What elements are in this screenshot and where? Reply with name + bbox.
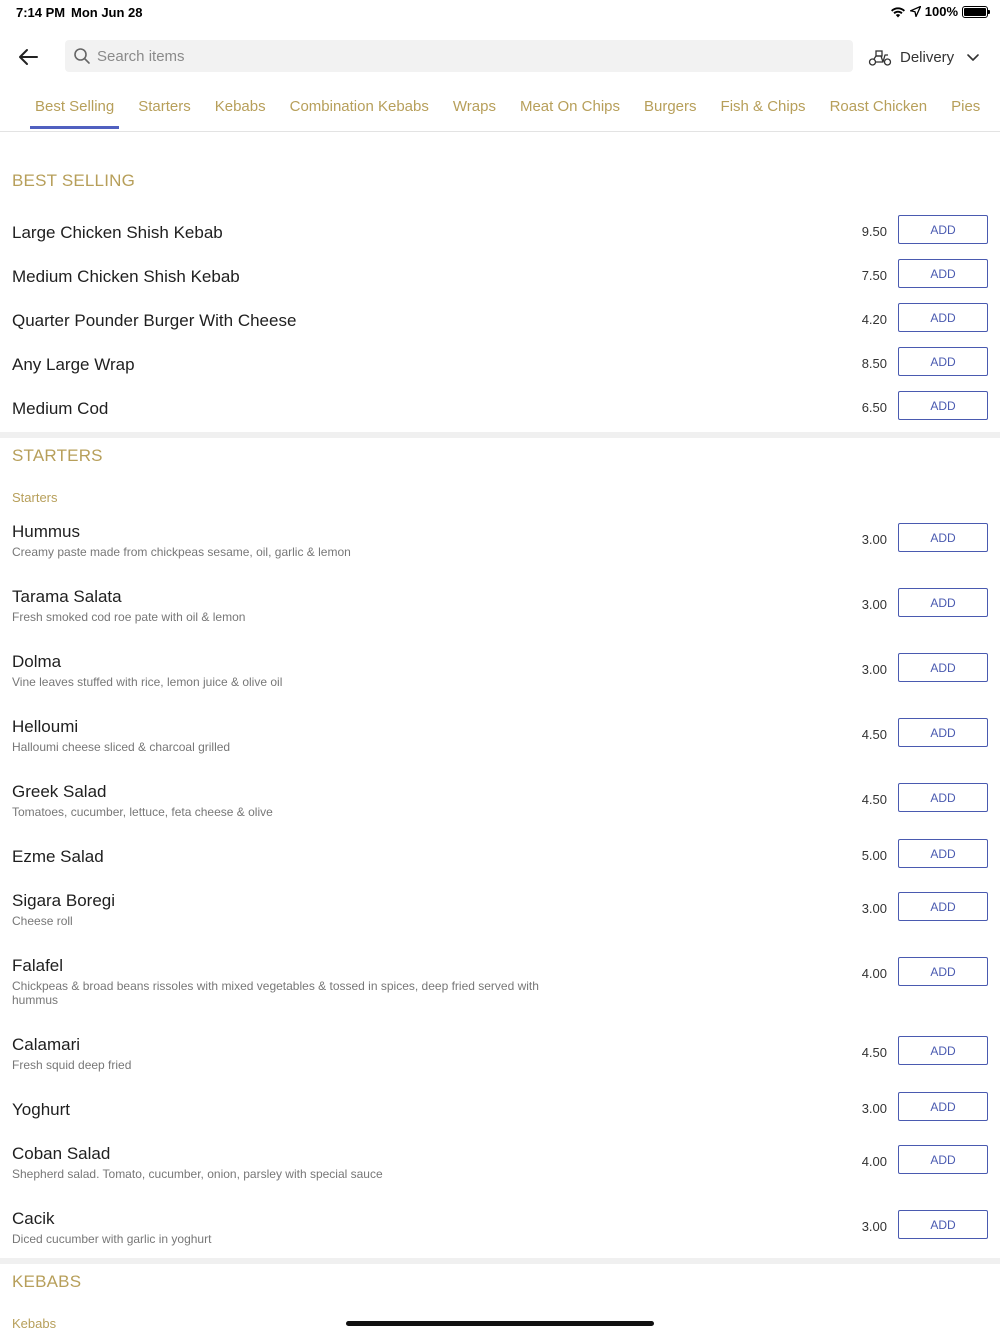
item-description: Tomatoes, cucumber, lettuce, feta cheese & olive — [12, 805, 273, 819]
location-arrow-icon — [910, 6, 921, 17]
item-price: 5.00 — [861, 848, 887, 863]
category-tabs — [0, 88, 1000, 132]
tab-meat-on-chips[interactable]: Meat On Chips — [519, 98, 620, 115]
item-price: 4.50 — [861, 1045, 887, 1060]
status-date: Mon Jun 28 — [71, 5, 143, 20]
top-bar — [0, 40, 1000, 74]
item-price: 3.00 — [861, 901, 887, 916]
item-name: Falafel — [12, 956, 64, 975]
item-description: Vine leaves stuffed with rice, lemon juice & olive oil — [12, 675, 283, 689]
status-indicators — [890, 4, 988, 19]
section-title: BEST SELLING — [12, 171, 136, 190]
item-price: 3.00 — [861, 662, 887, 677]
item-name: Quarter Pounder Burger With Cheese — [12, 311, 297, 330]
item-price: 7.50 — [861, 268, 887, 283]
item-name: Ezme Salad — [12, 847, 104, 866]
add-button[interactable]: ADD — [898, 391, 988, 420]
item-name: Calamari — [12, 1035, 81, 1054]
section-starters — [0, 438, 1000, 1258]
home-indicator[interactable] — [346, 1321, 654, 1326]
item-name: Dolma — [12, 652, 62, 671]
section-title: STARTERS — [12, 446, 103, 465]
item-name: Sigara Boregi — [12, 891, 116, 910]
item-name: Cacik — [12, 1209, 55, 1228]
add-button[interactable]: ADD — [898, 1092, 988, 1121]
add-button[interactable]: ADD — [898, 347, 988, 376]
item-price: 4.50 — [861, 792, 887, 807]
tab-roast-chicken[interactable]: Roast Chicken — [829, 98, 928, 115]
item-name: Medium Cod — [12, 399, 109, 418]
tab-wraps[interactable]: Wraps — [452, 98, 496, 115]
search-input[interactable] — [97, 48, 797, 65]
item-price: 4.00 — [861, 1154, 887, 1169]
tab-fish-chips[interactable]: Fish & Chips — [720, 98, 806, 115]
add-button[interactable]: ADD — [898, 718, 988, 747]
item-price: 8.50 — [861, 356, 887, 371]
tab-kebabs[interactable]: Kebabs — [214, 98, 266, 115]
item-description: Fresh smoked cod roe pate with oil & lemon — [12, 610, 246, 624]
add-button[interactable]: ADD — [898, 1210, 988, 1239]
item-name: Yoghurt — [12, 1100, 70, 1119]
item-price: 3.00 — [861, 532, 887, 547]
add-button[interactable]: ADD — [898, 1036, 988, 1065]
add-button[interactable]: ADD — [898, 653, 988, 682]
item-description: Halloumi cheese sliced & charcoal grilled — [12, 740, 231, 754]
scooter-icon — [868, 47, 892, 67]
add-button[interactable]: ADD — [898, 523, 988, 552]
item-price: 4.20 — [861, 312, 887, 327]
item-description: Creamy paste made from chickpeas sesame, oil, garlic & lemon — [12, 545, 351, 559]
item-name: Greek Salad — [12, 782, 107, 801]
delivery-selector[interactable] — [868, 44, 980, 70]
item-name: Coban Salad — [12, 1144, 111, 1163]
item-price: 6.50 — [861, 400, 887, 415]
subcategory-label: Starters — [12, 490, 58, 505]
item-price: 9.50 — [861, 224, 887, 239]
add-button[interactable]: ADD — [898, 839, 988, 868]
item-price: 4.00 — [861, 966, 887, 981]
item-price: 3.00 — [861, 1219, 887, 1234]
section-title: KEBABS — [12, 1272, 82, 1291]
item-name: Medium Chicken Shish Kebab — [12, 267, 240, 286]
item-name: Tarama Salata — [12, 587, 122, 606]
item-price: 3.00 — [861, 597, 887, 612]
item-name: Hummus — [12, 522, 81, 541]
search-icon — [73, 47, 91, 65]
item-name: Large Chicken Shish Kebab — [12, 223, 223, 242]
add-button[interactable]: ADD — [898, 1145, 988, 1174]
add-button[interactable]: ADD — [898, 588, 988, 617]
add-button[interactable]: ADD — [898, 892, 988, 921]
item-name: Any Large Wrap — [12, 355, 135, 374]
tab-best-selling[interactable]: Best Selling — [30, 88, 119, 127]
subcategory-label: Kebabs — [12, 1316, 57, 1331]
item-description: Chickpeas & broad beans rissoles with mixed vegetables & tossed in spices, deep fried served with hummus — [12, 979, 539, 1007]
item-name: Helloumi — [12, 717, 79, 736]
add-button[interactable]: ADD — [898, 215, 988, 244]
tab-burgers[interactable]: Burgers — [644, 98, 697, 115]
battery-icon — [962, 6, 988, 18]
back-button[interactable] — [16, 44, 42, 70]
search-bar[interactable] — [65, 40, 853, 72]
back-arrow-icon — [16, 44, 42, 70]
add-button[interactable]: ADD — [898, 259, 988, 288]
wifi-icon — [890, 6, 906, 18]
add-button[interactable]: ADD — [898, 303, 988, 332]
delivery-label: Delivery — [900, 48, 955, 66]
status-time: 7:14 PM — [16, 5, 66, 20]
tab-combination-kebabs[interactable]: Combination Kebabs — [289, 98, 429, 115]
menu-content — [0, 133, 1000, 1334]
item-description: Shepherd salad. Tomato, cucumber, onion, parsley with special sauce — [12, 1167, 383, 1181]
item-description: Cheese roll — [12, 914, 73, 928]
battery-percentage: 100% — [924, 4, 958, 19]
tab-starters[interactable]: Starters — [138, 98, 191, 115]
tab-row — [0, 88, 1000, 127]
status-bar — [0, 0, 1000, 24]
chevron-down-icon — [966, 50, 980, 64]
item-description: Diced cucumber with garlic in yoghurt — [12, 1232, 212, 1246]
item-description: Fresh squid deep fried — [12, 1058, 132, 1072]
add-button[interactable]: ADD — [898, 957, 988, 986]
tab-pies[interactable]: Pies — [951, 98, 981, 115]
item-price: 3.00 — [861, 1101, 887, 1116]
item-price: 4.50 — [861, 727, 887, 742]
add-button[interactable]: ADD — [898, 783, 988, 812]
section-best-selling — [0, 133, 1000, 432]
